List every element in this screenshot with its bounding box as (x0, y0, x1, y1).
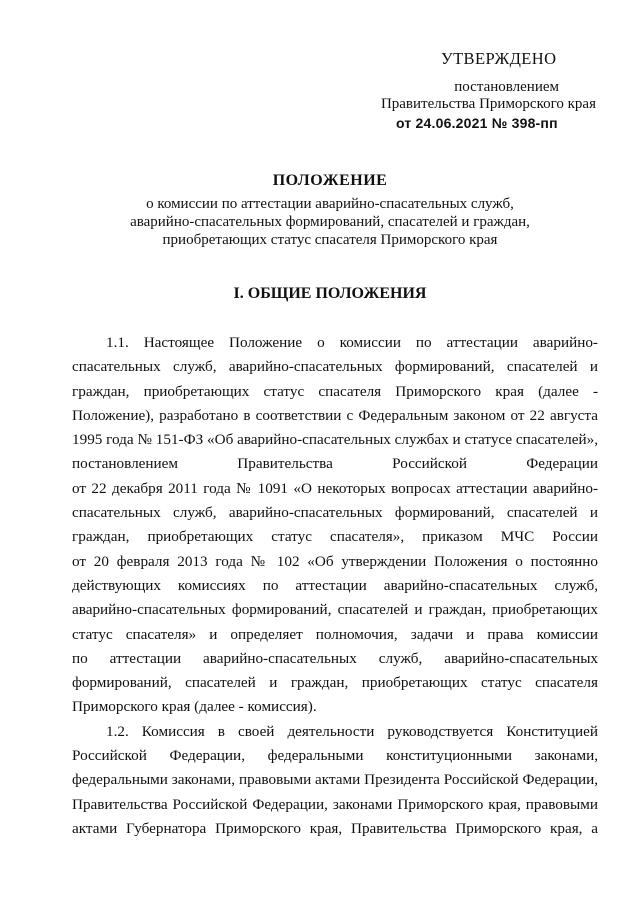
body-line: 1.1. Настоящее Положение о комиссии по аттестации аварийно- (106, 334, 598, 351)
approval-heading: УТВЕРЖДЕНО (441, 49, 557, 68)
document-subtitle-line-2: аварийно-спасательных формирований, спасателей и граждан, (130, 214, 530, 230)
document-subtitle-line-1: о комиссии по аттестации аварийно-спасательных служб, (146, 196, 514, 212)
body-line: федеральными законами, правовыми актами Президента Российской Федерации, (72, 771, 598, 789)
body-line: от 22 декабря 2011 года № 1091 «О некоторых вопросах аттестации аварийно- (72, 479, 598, 497)
approval-government: Правительства Приморского края (380, 96, 596, 112)
document-title: ПОЛОЖЕНИЕ (272, 172, 388, 189)
body-line: Положение), разработано в соответствии с Федеральным законом от 22 августа (72, 406, 598, 424)
section-heading: I. ОБЩИЕ ПОЛОЖЕНИЯ (233, 285, 427, 302)
body-line: спасательных служб, аварийно-спасательных формирований, спасателей и (72, 358, 598, 376)
resolution-stamp: от 24.06.2021 № 398-пп (396, 115, 558, 131)
body-line: Российской Федерации, федеральными конституционными законами, (72, 747, 598, 765)
body-line: 1.2. Комиссия в своей деятельности руководствуется Конституцией (106, 722, 598, 740)
body-line: статус спасателя» и определяет полномочия, задачи и права комиссии (72, 625, 598, 643)
body-line: актами Губернатора Приморского края, Правительства Приморского края, а (72, 819, 598, 837)
body-line: по аттестации аварийно-спасательных служб, аварийно-спасательных (72, 649, 598, 667)
body-line: постановлением Правительства Российской Федерации (72, 455, 598, 473)
body-line: Правительства Российской Федерации, законами Приморского края, правовыми (72, 795, 598, 813)
body-line: формирований, спасателей и граждан, приобретающих статус спасателя (72, 674, 598, 692)
body-line: действующих комиссиях по аттестации аварийно-спасательных служб, (72, 576, 598, 594)
body-line: аварийно-спасательных формирований, спасателей и граждан, приобретающих (72, 601, 598, 619)
body-line: от 20 февраля 2013 года № 102 «Об утверждении Положения о постоянно (72, 552, 598, 570)
body-line: спасательных служб, аварийно-спасательных формирований, спасателей и (72, 504, 598, 522)
body-line: 1995 года № 151-ФЗ «Об аварийно-спасательных службах и статусе спасателей», (72, 431, 598, 449)
document-subtitle-line-3: приобретающих статус спасателя Приморского края (162, 232, 498, 248)
body-line: граждан, приобретающих статус спасателя Приморского края (далее - (72, 382, 598, 400)
body-text (72, 331, 598, 841)
body-line: граждан, приобретающих статус спасателя», приказом МЧС России (72, 528, 598, 546)
body-line: Приморского края (далее - комиссия). (72, 698, 317, 716)
approval-resolution: постановлением (454, 79, 559, 95)
